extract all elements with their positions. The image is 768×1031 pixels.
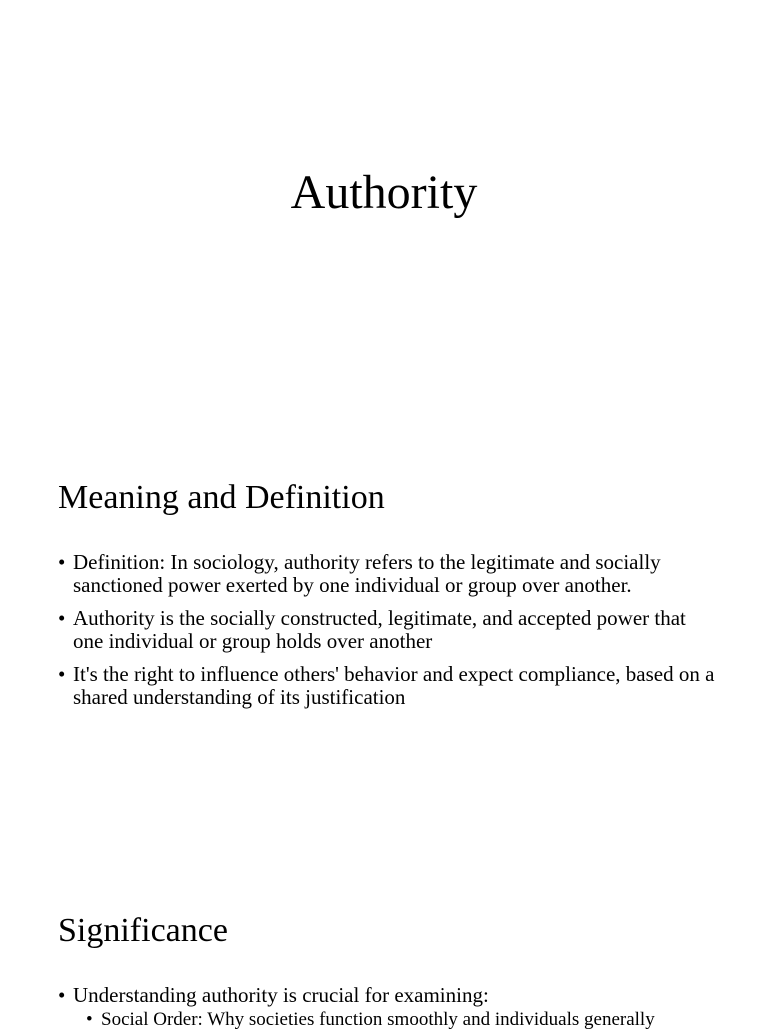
bullet-text: It's the right to influence others' behavior and expect compliance, based on a shared understanding of its justification xyxy=(73,662,715,709)
section-heading-meaning: Meaning and Definition xyxy=(58,479,385,516)
slide-title: Authority xyxy=(290,166,478,219)
list-item xyxy=(86,1009,718,1031)
section-heading-significance: Significance xyxy=(58,912,228,949)
bullet-glyph: • xyxy=(58,983,66,1007)
bullet-glyph: • xyxy=(58,662,66,686)
bullet-text: Definition: In sociology, authority refers to the legitimate and socially sanctioned power exerted by one individual or group over another. xyxy=(73,550,661,597)
significance-sub-list xyxy=(58,1009,718,1031)
bullet-text: Authority is the socially constructed, legitimate, and accepted power that one individual or group holds over another xyxy=(73,606,686,653)
bullet-glyph: • xyxy=(58,550,66,574)
sub-list-container xyxy=(58,1009,718,1031)
bullet-text: Understanding authority is crucial for examining: xyxy=(73,983,489,1007)
list-item xyxy=(58,984,718,1007)
bullet-glyph: • xyxy=(86,1009,93,1030)
bullet-glyph: • xyxy=(58,606,66,630)
sub-bullet-text: Social Order: Why societies function smoothly and individuals generally xyxy=(101,1009,655,1030)
